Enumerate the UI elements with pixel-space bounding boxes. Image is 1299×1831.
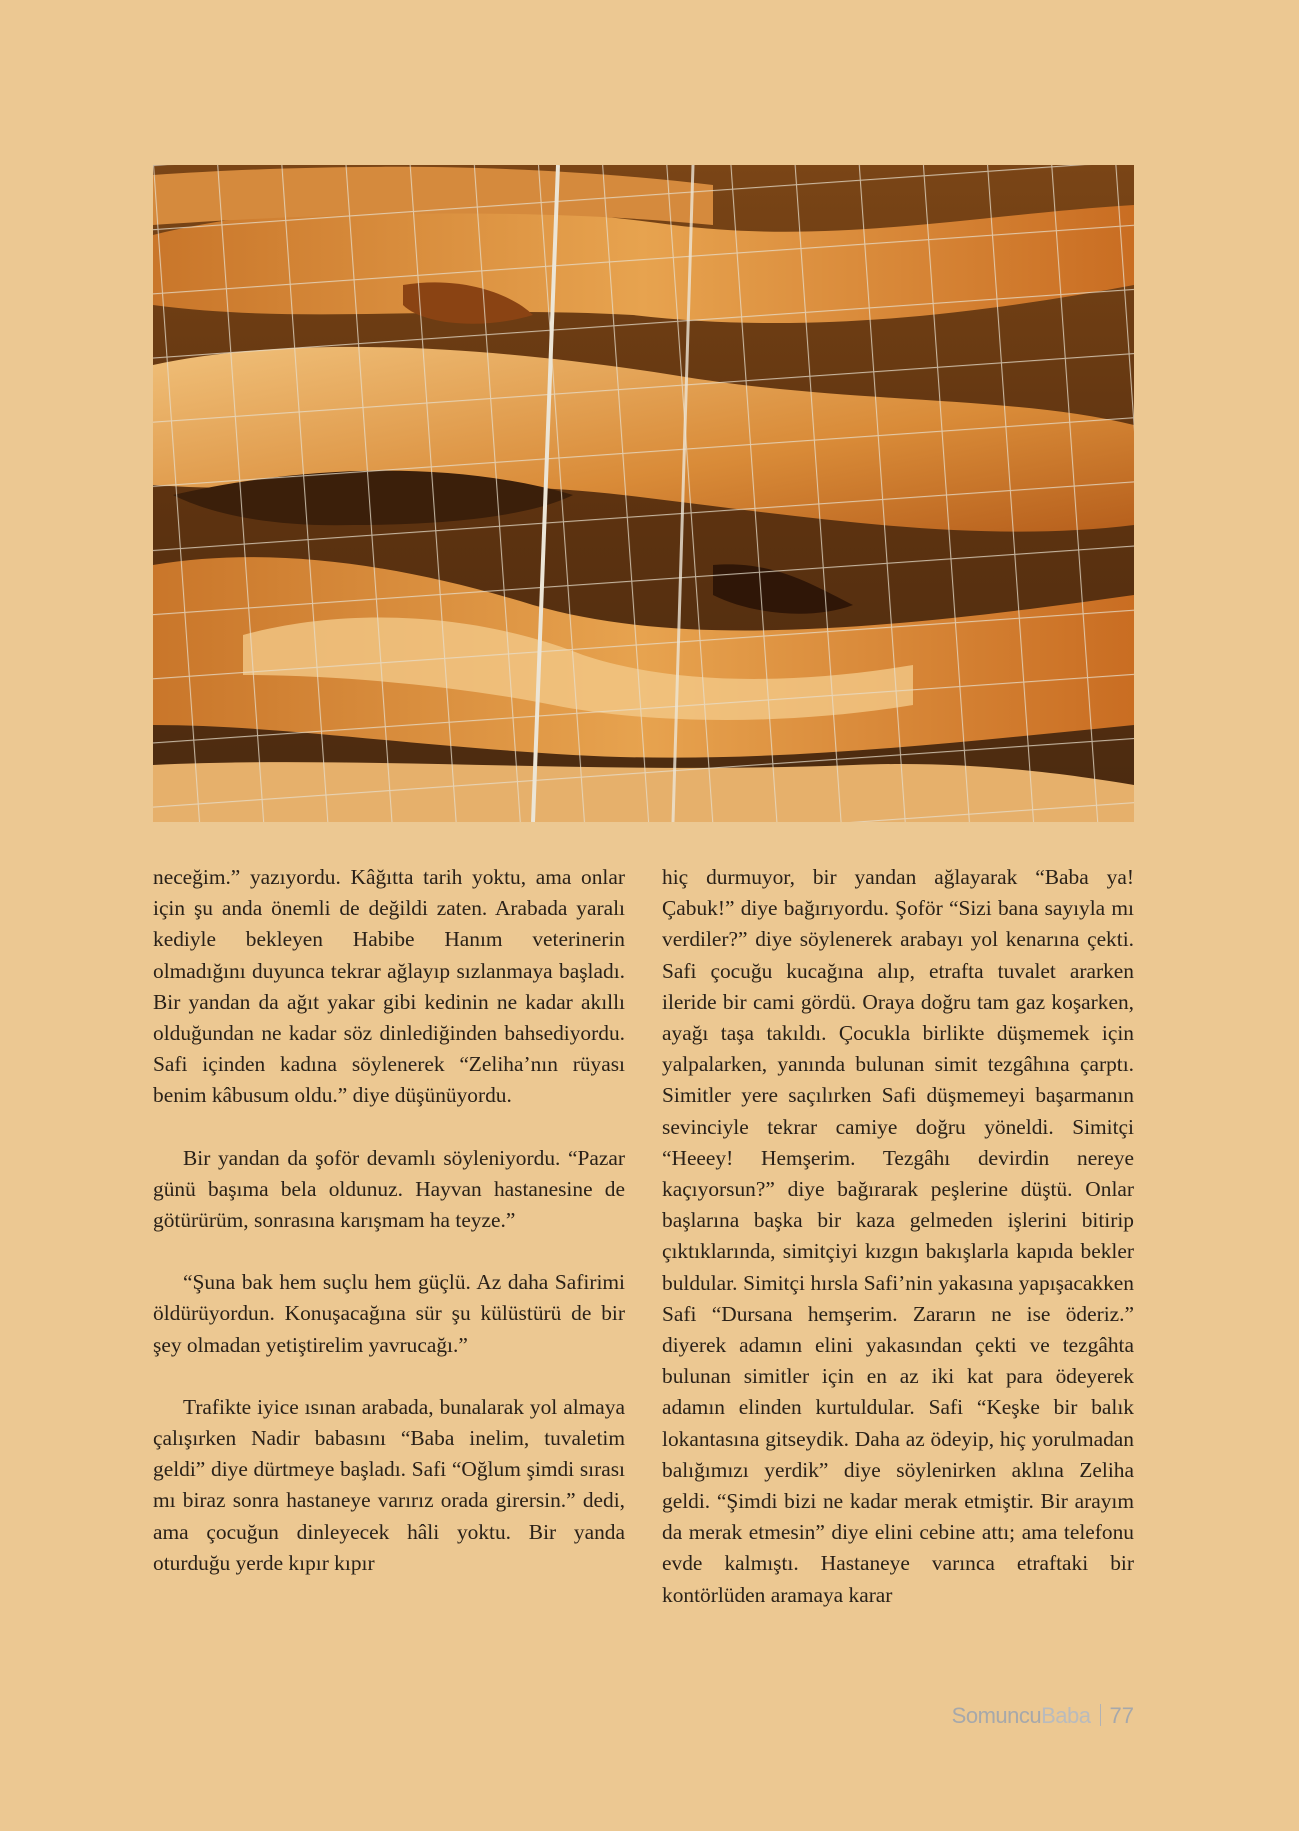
page-number: 77 bbox=[1109, 1703, 1134, 1728]
paragraph: Trafikte iyice ısınan arabada, bunalarak yol almaya çalışırken Nadir babasını “Baba inelim, tuvaletim geldi” diye dürtmeye başladı. Safi “Oğlum şimdi sırası mı biraz sonra hastaneye varırız orada girersin.” dedi, ama çocuğun dinleyecek hâli yoktu. Bir yanda oturduğu yerde kıpır kıpır bbox=[153, 1394, 625, 1575]
paragraph: neceğim.” yazıyordu. Kâğıtta tarih yoktu, ama onlar için şu anda önemli de değildi zaten. Arabada yaralı kediyle bekleyen Habibe Hanım veterinerin olmadığını duyunca tekrar ağlayıp sızlanmaya başladı. Bir yandan da ağıt yakar gibi kedinin ne kadar akıllı olduğundan ne kadar söz dinlediğinden bahsediyordu. Safi içinden kadına söylenerek “Zeliha’nın rüyası benim kâbusum oldu.” diye düşünüyordu. bbox=[153, 865, 625, 1108]
paragraph: hiç durmuyor, bir yandan ağlayarak “Baba ya! Çabuk!” diye bağırıyordu. Şoför “Sizi bana sayıyla mı verdiler?” diye söylenerek arabayı yol kenarına çekti. Safi çocuğu kucağına alıp, etrafta tuvalet ararken ileride bir cami gördü. Oraya doğru tam gaz koşarken, ayağı taşa takıldı. Çocukla birlikte düşmemek için yalpalarken, yanında bulunan simit tezgâhına çarptı. Simitler yere saçılırken Safi düşmemeyi başarmanın sevinciyle tekrar camiye doğru yöneldi. Simitçi “Heeey! Hemşerim. Tezgâhı devirdin nereye kaçıyorsun?” diye bağırarak peşlerine düştü. Onlar başlarına başka bir kaza gelmeden işlerini bitirip çıktıklarında, simitçiyi kızgın bakışlarla kapıda bekler buldular. Simitçi hırsla Safi’nin yakasına yapışacakken Safi “Dursana hemşerim. Zararın ne ise öderiz.” diyerek adamın elini yakasından çekti ve tezgâhta bulunan simitler için en az iki kat para ödeyerek adamın elinden kurtuldular. Safi “Keşke bir balık lokantasına gitseydik. Daha az ödeyip, hiç yorulmadan balığımızı yerdik” diye söylenirken aklına Zeliha geldi. “Şimdi bizi ne kadar merak etmiştir. Bir arayım da merak etmesin” diye elini cebine attı; ama telefonu evde kalmıştı. Hastaneye varınca etraftaki bir kontörlüden aramaya karar bbox=[662, 865, 1134, 1607]
article-right-column bbox=[662, 862, 1134, 1611]
paragraph: Bir yandan da şoför devamlı söyleniyordu. “Pazar günü başıma bela oldunuz. Hayvan hastanesine de götürürüm, sonrasına karışmam ha teyze.” bbox=[153, 1145, 625, 1233]
article-left-column bbox=[153, 862, 625, 1579]
page-footer bbox=[950, 1703, 1134, 1729]
magazine-name-part2: Baba bbox=[1041, 1703, 1091, 1728]
grilled-fish-image bbox=[153, 165, 1134, 822]
grilled-fish-photo bbox=[153, 165, 1134, 822]
magazine-name-part1: Somuncu bbox=[951, 1703, 1042, 1728]
footer-divider bbox=[1100, 1704, 1101, 1726]
paragraph: “Şuna bak hem suçlu hem güçlü. Az daha Safirimi öldürüyordun. Konuşacağına sür şu külüstürü de bir şey olmadan yetiştirelim yavrucağı.” bbox=[153, 1270, 625, 1357]
